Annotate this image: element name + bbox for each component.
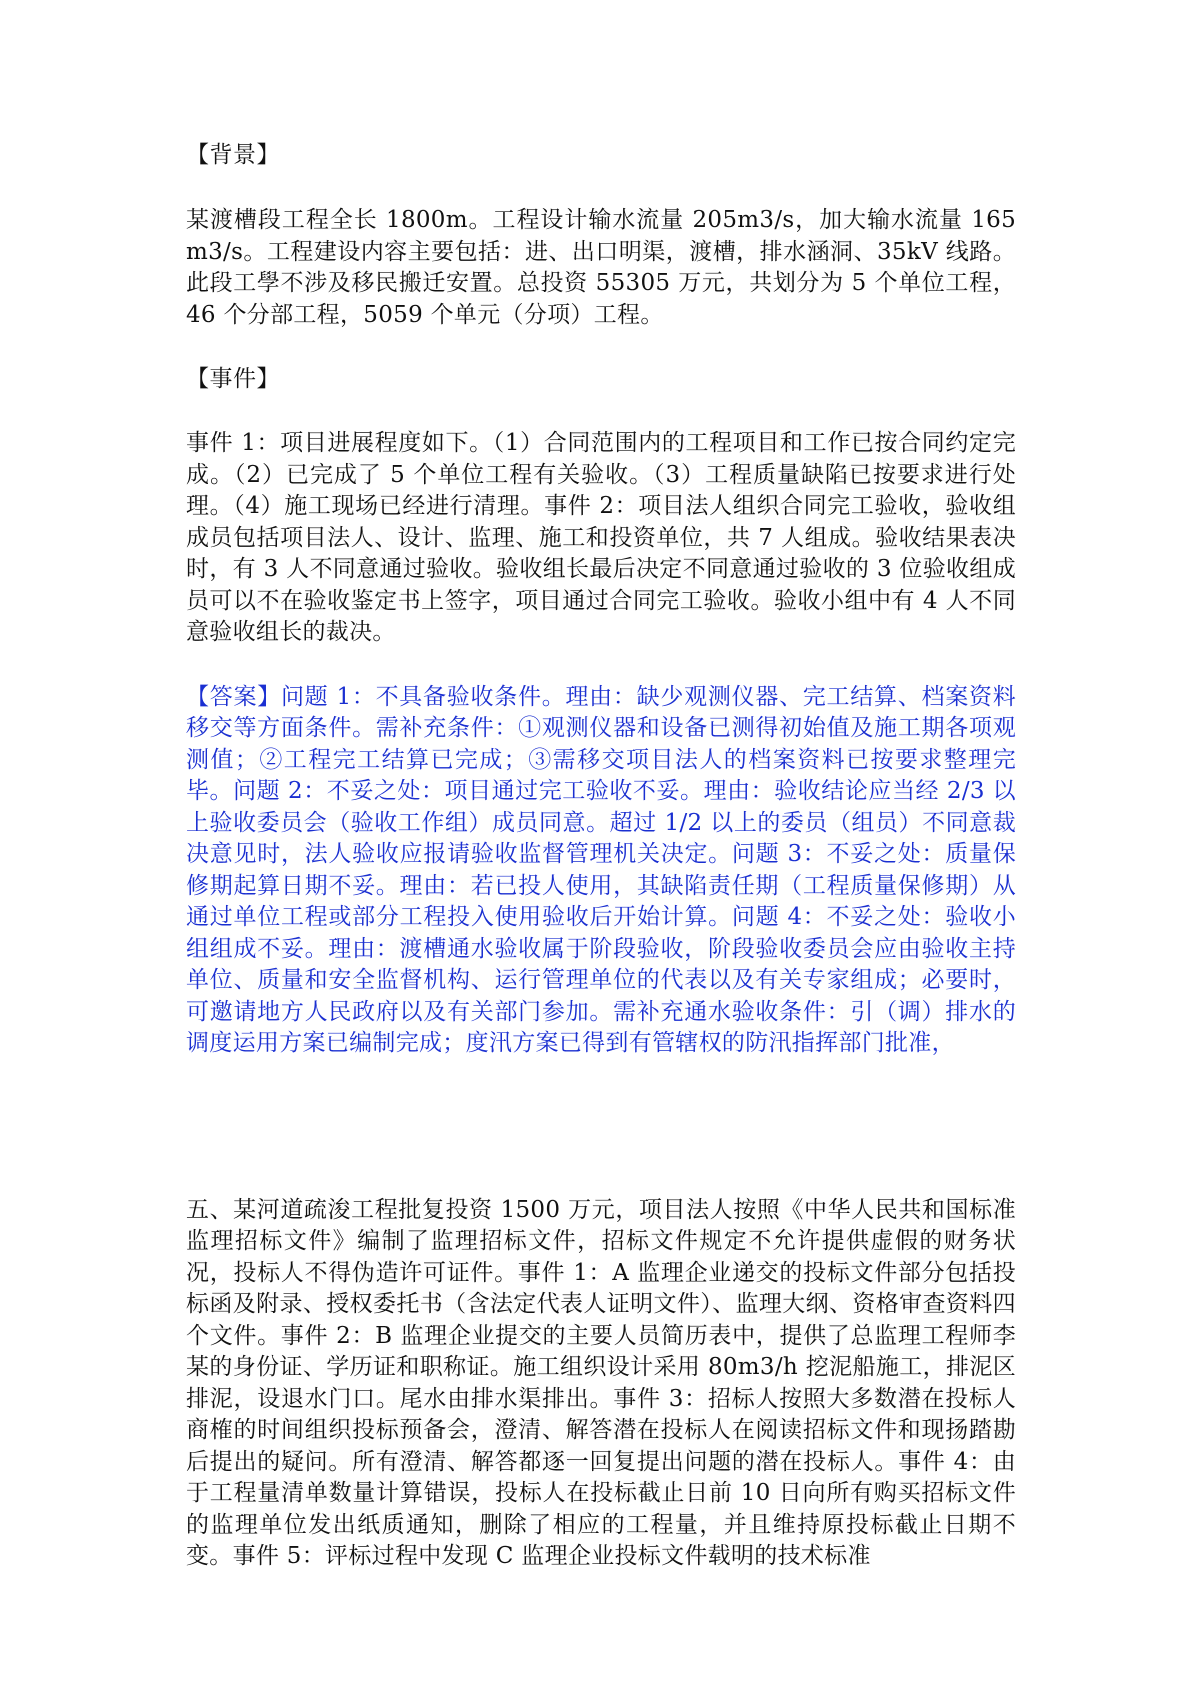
events-heading: 【事件】 — [186, 366, 280, 392]
document-page — [186, 140, 1016, 1573]
answer-paragraph: 【答案】问题 1：不具备验收条件。理由：缺少观测仪器、完工结算、档案资料移交等方面条件。需补充条件：①观测仪器和设备已测得初始值及施工期各项观测值；②工程完工结算已完成；③需移交项目法人的档案资料已按要求整理完毕。问题 2：不妥之处：项目通过完工验收不妥。理由：验收结论应当经 2/3 以上验收委员会（验收工作组）成员同意。超过 1/2 以上的委员（组员）不同意裁决意见时，法人验收应报请验收监督管理机关决定。问题 3：不妥之处：质量保修期起算日期不妥。理由：若已投人使用，其缺陷责任期（工程质量保修期）从通过单位工程或部分工程投入使用验收后开始计算。问题 4：不妥之处：验收小组组成不妥。理由：渡槽通水验收属于阶段验收，阶段验收委员会应由验收主持单位、质量和安全监督机构、运行管理单位的代表以及有关专家组成；必要时，可邀请地方人民政府以及有关部门参加。需补充通水验收条件：引（调）排水的调度运用方案已编制完成；度汛方案已得到有管辖权的防汛指挥部门批准， — [186, 683, 1016, 1056]
background-heading: 【背景】 — [186, 142, 280, 168]
question-5-paragraph: 五、某河道疏浚工程批复投资 1500 万元，项目法人按照《中华人民共和国标准监理招标文件》编制了监理招标文件，招标文件规定不允许提供虚假的财务状况，投标人不得伪造许可证件。事件 1：A 监理企业递交的投标文件部分包括投标函及附录、授权委托书（含法定代表人证明文件）、监理大纲、资格审查资料四个文件。事件 2：B 监理企业提交的主要人员简历表中，提供了总监理工程师李某的身份证、学历证和职称证。施工组织设计采用 80m3/h 挖泥船施工，排泥区排泥，设退水门口。尾水由排水渠排出。事件 3：招标人按照大多数潜在投标人商榷的时间组织投标预备会，澄清、解答潜在投标人在阅读招标文件和现扬踏勘后提出的疑问。所有澄清、解答都逐一回复提出问题的潜在投标人。事件 4：由于工程量清单数量计算错误，投标人在投标截止日前 10 日向所有购买招标文件的监理单位发出纸质通知，删除了相应的工程量，并且维持原投标截止日期不变。事件 5：评标过程中发现 C 监理企业投标文件载明的技术标准 — [186, 1196, 1016, 1569]
background-paragraph: 某渡槽段工程全长 1800m。工程设计输水流量 205m3/s，加大输水流量 165m3/s。工程建设内容主要包括：进、出口明渠，渡槽，排水涵洞、35kV 线路。此段工學不涉及移民搬迁安置。总投资 55305 万元，共划分为 5 个单位工程，46 个分部工程，5059 个单元（分项）工程。 — [186, 207, 1016, 328]
events-paragraph: 事件 1：项目进展程度如下。（1）合同范围内的工程项目和工作已按合同约定完成。（2）已完成了 5 个单位工程有关验收。（3）工程质量缺陷已按要求进行处理。（4）施工现场已经进行清理。事件 2：项目法人组织合同完工验收，验收组成员包括项目法人、设计、监理、施工和投资单位，共 7 人组成。验收结果表决时，有 3 人不同意通过验收。验收组长最后决定不同意通过验收的 3 位验收组成员可以不在验收鉴定书上签字，项目通过合同完工验收。验收小组中有 4 人不同意验收组长的裁决。 — [186, 430, 1016, 645]
